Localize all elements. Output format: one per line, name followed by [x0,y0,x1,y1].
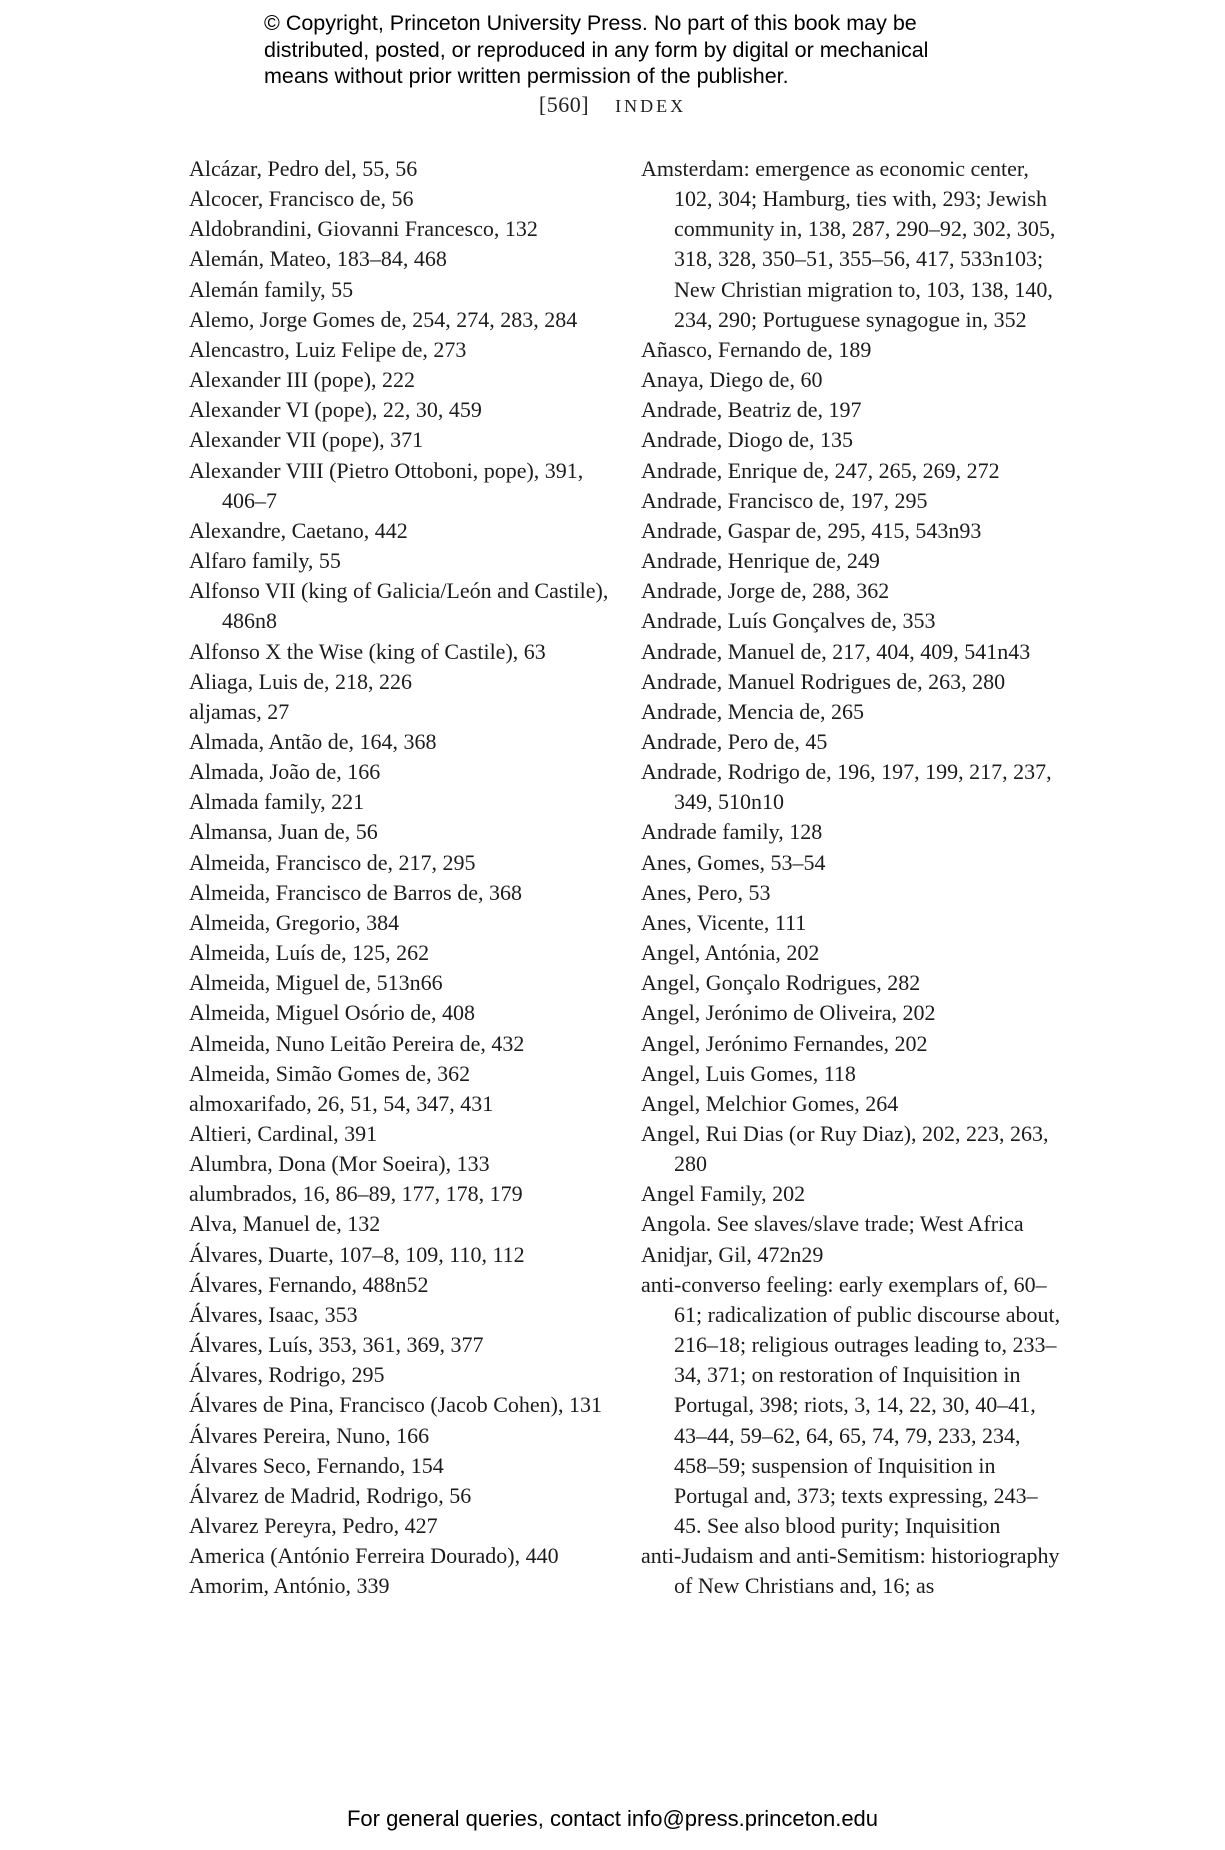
copyright-line: means without prior written permission of the publisher. [264,64,789,88]
index-entry: Almada family, 221 [189,789,365,815]
index-entry: Álvares, Fernando, 488n52 [189,1271,429,1297]
index-entry: Alexandre, Caetano, 442 [189,517,408,543]
index-entry: Álvares de Pina, Francisco (Jacob Cohen), 131 [189,1392,603,1418]
index-entry: Angel, Gonçalo Rodrigues, 282 [641,970,921,996]
index-entry: Aliaga, Luis de, 218, 226 [189,668,413,694]
index-entry: Alencastro, Luiz Felipe de, 273 [189,336,467,362]
index-entry: aljamas, 27 [189,698,290,724]
index-entry: Alcocer, Francisco de, 56 [189,186,414,212]
index-entry: Alfonso VII (king of Galicia/León and Castile), 486n8 [189,578,609,634]
index-entry: Almansa, Juan de, 56 [189,819,378,845]
index-entry: Andrade, Manuel Rodrigues de, 263, 280 [641,668,1006,694]
index-entry: Andrade family, 128 [641,819,823,845]
index-entry: Alvarez Pereyra, Pedro, 427 [189,1513,438,1539]
index-entry: Alva, Manuel de, 132 [189,1211,381,1237]
index-entry: Alemán, Mateo, 183–84, 468 [189,246,447,272]
index-entry: Anaya, Diego de, 60 [641,367,823,393]
index-entry: anti-Judaism and anti-Semitism: historiography of New Christians and, 16; as [641,1543,1060,1599]
index-entry: Angel, Rui Dias (or Ruy Diaz), 202, 223, 263, 280 [641,1121,1049,1177]
page-number: [560] [538,92,590,117]
index-entry: Angel, Luis Gomes, 118 [641,1060,856,1086]
index-entry: Añasco, Fernando de, 189 [641,336,872,362]
index-column-right [641,154,1061,1602]
index-entry: almoxarifado, 26, 51, 54, 347, 431 [189,1090,494,1116]
index-entry: Angola. See slaves/slave trade; West Africa [641,1211,1024,1237]
index-entry: Andrade, Rodrigo de, 196, 197, 199, 217, 237, 349, 510n10 [641,759,1052,815]
index-entry: Álvarez de Madrid, Rodrigo, 56 [189,1482,472,1508]
index-entry: Andrade, Henrique de, 249 [641,548,880,574]
index-entry: Alexander III (pope), 222 [189,367,416,393]
index-entry: Andrade, Manuel de, 217, 404, 409, 541n43 [641,638,1031,664]
index-entry: Almeida, Simão Gomes de, 362 [189,1060,471,1086]
index-entry: Alexander VIII (Pietro Ottoboni, pope), 391, 406–7 [189,457,584,513]
index-entry: Almada, João de, 166 [189,759,381,785]
index-entry: Andrade, Diogo de, 135 [641,427,854,453]
index-entry: Alfonso X the Wise (king of Castile), 63 [189,638,546,664]
index-entry: Andrade, Enrique de, 247, 265, 269, 272 [641,457,1000,483]
index-entry: Andrade, Francisco de, 197, 295 [641,487,928,513]
index-entry: Álvares, Isaac, 353 [189,1301,358,1327]
index-entry: Almeida, Gregorio, 384 [189,909,400,935]
index-entry: Anes, Vicente, 111 [641,909,807,935]
index-entry: Anidjar, Gil, 472n29 [641,1241,824,1267]
index-entry: Andrade, Jorge de, 288, 362 [641,578,890,604]
copyright-line: distributed, posted, or reproduced in any form by digital or mechanical [264,37,929,62]
index-entry: Almeida, Miguel de, 513n66 [189,970,443,996]
index-entry: alumbrados, 16, 86–89, 177, 178, 179 [189,1181,523,1207]
index-entry: Anes, Gomes, 53–54 [641,849,826,875]
index-entry: Almada, Antão de, 164, 368 [189,728,437,754]
index-entry: Almeida, Luís de, 125, 262 [189,940,430,966]
index-entry: Álvares, Rodrigo, 295 [189,1362,385,1388]
index-entry: Alcázar, Pedro del, 55, 56 [189,156,418,181]
index-entry: Andrade, Pero de, 45 [641,728,828,754]
index-entry: Angel, Melchior Gomes, 264 [641,1090,899,1116]
index-entry: Almeida, Nuno Leitão Pereira de, 432 [189,1030,525,1056]
index-entry: Almeida, Miguel Osório de, 408 [189,1000,475,1026]
index-entry: America (António Ferreira Dourado), 440 [189,1543,559,1569]
index-entry: Amsterdam: emergence as economic center, 102, 304; Hamburg, ties with, 293; Jewish community in, 138, 287, 290–92, 302, 305, 318, 328, 350–51, 355–56, 417, 533n103; New Christian migration to, 103, 138, 140, 234, 290; Portuguese synagogue in, 352 [641,156,1056,332]
copyright-notice [264,10,1024,90]
index-entry: Andrade, Beatriz de, 197 [641,397,862,423]
index-entry: Alemo, Jorge Gomes de, 254, 274, 283, 284 [189,306,578,332]
index-entry: Altieri, Cardinal, 391 [189,1121,378,1146]
index-entry: Anes, Pero, 53 [641,879,771,905]
index-entry: Angel, Antónia, 202 [641,940,820,966]
index-entry: Angel Family, 202 [641,1181,806,1207]
index-entry: Almeida, Francisco de Barros de, 368 [189,879,522,905]
copyright-line: © Copyright, Princeton University Press. No part of this book may be [264,11,917,35]
footer-contact: For general queries, contact info@press.princeton.edu [346,1806,879,1831]
index-entry: Andrade, Gaspar de, 295, 415, 543n93 [641,517,982,543]
index-entry: Álvares Pereira, Nuno, 166 [189,1422,430,1448]
index-entry: Álvares, Duarte, 107–8, 109, 110, 112 [189,1241,525,1267]
index-entry: Alfaro family, 55 [189,548,341,574]
index-entry: Álvares, Luís, 353, 361, 369, 377 [189,1332,484,1358]
index-entry: Andrade, Mencia de, 265 [641,698,864,724]
index-entry: Almeida, Francisco de, 217, 295 [189,849,476,875]
index-entry: Angel, Jerónimo de Oliveira, 202 [641,1000,936,1026]
index-entry: Álvares Seco, Fernando, 154 [189,1452,444,1478]
index-entry: Alexander VI (pope), 22, 30, 459 [189,397,482,423]
section-label: INDEX [615,96,687,116]
index-entry: Alumbra, Dona (Mor Soeira), 133 [189,1151,490,1177]
index-entry: Amorim, António, 339 [189,1573,390,1599]
running-head [0,92,1225,118]
index-entry: Alexander VII (pope), 371 [189,427,424,453]
index-entry: Angel, Jerónimo Fernandes, 202 [641,1030,928,1056]
index-entry: Andrade, Luís Gonçalves de, 353 [641,608,936,634]
index-entry: anti-converso feeling: early exemplars of, 60–61; radicalization of public discourse about, 216–18; religious outrages leading to, 233–34, 371; on restoration of Inquisition in Portugal, 398; riots, 3, 14, 22, 30, 40–41, 43–44, 59–62, 64, 65, 74, 79, 233, 234, 458–59; suspension of Inquisition in Portugal and, 373; texts expressing, 243–45. See also blood purity; Inquisition [641,1271,1061,1539]
index-entry: Alemán family, 55 [189,276,354,302]
index-column-left [189,154,619,1602]
index-entry: Aldobrandini, Giovanni Francesco, 132 [189,216,538,242]
